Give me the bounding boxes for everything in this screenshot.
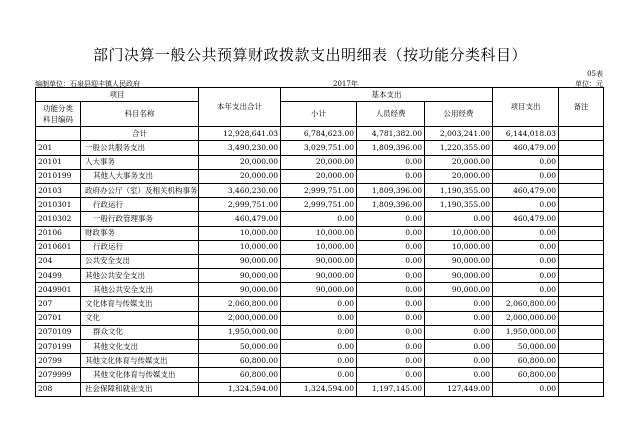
table-row	[36, 254, 604, 268]
cell-remark	[559, 240, 604, 254]
cell-personnel: 0.00	[357, 254, 425, 268]
cell-remark	[559, 283, 604, 297]
header-name: 科目名称	[81, 102, 199, 127]
cell-total: 2,000,000.00	[199, 311, 281, 325]
cell-public: 10,000.00	[425, 240, 493, 254]
cell-personnel: 1,809,396.00	[357, 198, 425, 212]
form-number: 05表	[587, 70, 603, 78]
cell-remark	[559, 354, 604, 368]
cell-project: 0.00	[493, 169, 559, 183]
cell-public: 2,003,241.00	[425, 127, 493, 141]
cell-subtotal: 0.00	[281, 340, 357, 354]
cell-name: 其他人大事务支出	[81, 169, 199, 183]
cell-personnel: 0.00	[357, 340, 425, 354]
cell-personnel: 0.00	[357, 325, 425, 339]
cell-public: 0.00	[425, 212, 493, 226]
table-row	[36, 240, 604, 254]
cell-public: 0.00	[425, 325, 493, 339]
cell-total: 12,928,641.03	[199, 127, 281, 141]
table-row	[36, 155, 604, 169]
cell-remark	[559, 254, 604, 268]
cell-subtotal: 90,000.00	[281, 254, 357, 268]
cell-subtotal: 90,000.00	[281, 269, 357, 283]
cell-personnel: 0.00	[357, 240, 425, 254]
cell-project: 0.00	[493, 198, 559, 212]
cell-total: 2,060,800.00	[199, 297, 281, 311]
cell-name: 文化	[81, 311, 199, 325]
table-row	[36, 354, 604, 368]
cell-personnel: 0.00	[357, 283, 425, 297]
cell-project: 460,479.00	[493, 141, 559, 155]
cell-public: 20,000.00	[425, 169, 493, 183]
cell-personnel: 4,781,382.00	[357, 127, 425, 141]
cell-personnel: 0.00	[357, 311, 425, 325]
cell-public: 0.00	[425, 311, 493, 325]
cell-project: 0.00	[493, 240, 559, 254]
cell-remark	[559, 340, 604, 354]
table-row	[36, 340, 604, 354]
cell-total: 3,460,230.00	[199, 183, 281, 197]
cell-name: 其他文化支出	[81, 340, 199, 354]
cell-personnel: 1,197,145.00	[357, 382, 425, 396]
cell-remark	[559, 325, 604, 339]
cell-personnel: 0.00	[357, 155, 425, 169]
header-basic: 基本支出	[281, 88, 493, 102]
cell-code: 201	[36, 141, 81, 155]
table-row	[36, 368, 604, 382]
cell-project: 2,060,800.00	[493, 297, 559, 311]
cell-remark	[559, 269, 604, 283]
cell-subtotal: 10,000.00	[281, 240, 357, 254]
cell-code: 2010302	[36, 212, 81, 226]
cell-remark	[559, 226, 604, 240]
cell-total: 460,479.00	[199, 212, 281, 226]
table-row	[36, 382, 604, 396]
cell-public: 90,000.00	[425, 254, 493, 268]
cell-name: 政府办公厅（室）及相关机构事务	[81, 183, 199, 197]
cell-remark	[559, 382, 604, 396]
cell-subtotal: 0.00	[281, 297, 357, 311]
header-code: 功能分类 科目编码	[36, 102, 81, 127]
cell-code: 20106	[36, 226, 81, 240]
cell-name: 行政运行	[81, 198, 199, 212]
cell-subtotal: 0.00	[281, 325, 357, 339]
cell-remark	[559, 297, 604, 311]
cell-code: 2070109	[36, 325, 81, 339]
cell-subtotal: 10,000.00	[281, 226, 357, 240]
organization-unit: 编制单位：石泉县迎丰镇人民政府	[35, 80, 140, 88]
cell-total: 10,000.00	[199, 226, 281, 240]
cell-name: 财政事务	[81, 226, 199, 240]
cell-code: 20799	[36, 354, 81, 368]
cell-subtotal: 3,029,751.00	[281, 141, 357, 155]
cell-name: 一般行政管理事务	[81, 212, 199, 226]
fiscal-year: 2017年	[333, 80, 358, 88]
cell-project: 60,800.00	[493, 354, 559, 368]
cell-project: 460,479.00	[493, 212, 559, 226]
cell-remark	[559, 155, 604, 169]
cell-project: 2,000,000.00	[493, 311, 559, 325]
cell-name: 合计	[81, 127, 199, 141]
cell-personnel: 1,809,396.00	[357, 141, 425, 155]
table-row	[36, 283, 604, 297]
cell-project: 0.00	[493, 254, 559, 268]
cell-public: 0.00	[425, 340, 493, 354]
cell-code: 208	[36, 382, 81, 396]
cell-name: 其他文化体育与传媒支出	[81, 368, 199, 382]
cell-personnel: 0.00	[357, 269, 425, 283]
cell-code: 2010301	[36, 198, 81, 212]
cell-project: 6,144,018.03	[493, 127, 559, 141]
cell-name: 行政运行	[81, 240, 199, 254]
cell-code: 2049901	[36, 283, 81, 297]
table-row	[36, 325, 604, 339]
cell-public: 127,449.00	[425, 382, 493, 396]
cell-code: 207	[36, 297, 81, 311]
expenditure-table	[35, 87, 604, 397]
cell-code: 20101	[36, 155, 81, 169]
cell-subtotal: 1,324,594.00	[281, 382, 357, 396]
cell-project: 1,950,000.00	[493, 325, 559, 339]
cell-project: 0.00	[493, 382, 559, 396]
cell-total: 50,000.00	[199, 340, 281, 354]
table-row	[36, 169, 604, 183]
cell-public: 1,220,355.00	[425, 141, 493, 155]
cell-personnel: 0.00	[357, 226, 425, 240]
table-row	[36, 183, 604, 197]
cell-name: 其他公共安全支出	[81, 283, 199, 297]
cell-total: 1,324,594.00	[199, 382, 281, 396]
cell-public: 10,000.00	[425, 226, 493, 240]
header-subtotal: 小计	[281, 102, 357, 127]
cell-remark	[559, 311, 604, 325]
cell-code: 2079999	[36, 368, 81, 382]
cell-subtotal: 20,000.00	[281, 155, 357, 169]
cell-remark	[559, 212, 604, 226]
cell-subtotal: 2,999,751.00	[281, 183, 357, 197]
cell-subtotal: 2,999,751.00	[281, 198, 357, 212]
header-project: 项目	[36, 88, 199, 102]
cell-name: 社会保障和就业支出	[81, 382, 199, 396]
cell-code	[36, 127, 81, 141]
cell-name: 文化体育与传媒支出	[81, 297, 199, 311]
header-project-expenditure: 项目支出	[493, 88, 559, 127]
cell-project: 460,479.00	[493, 183, 559, 197]
cell-total: 90,000.00	[199, 283, 281, 297]
cell-project: 0.00	[493, 283, 559, 297]
cell-remark	[559, 169, 604, 183]
cell-name: 一般公共服务支出	[81, 141, 199, 155]
cell-name: 群众文化	[81, 325, 199, 339]
cell-personnel: 1,809,396.00	[357, 183, 425, 197]
cell-remark	[559, 141, 604, 155]
cell-public: 90,000.00	[425, 283, 493, 297]
cell-total: 90,000.00	[199, 269, 281, 283]
table-row	[36, 226, 604, 240]
cell-personnel: 0.00	[357, 368, 425, 382]
cell-subtotal: 0.00	[281, 354, 357, 368]
table-row	[36, 297, 604, 311]
cell-project: 60,800.00	[493, 368, 559, 382]
cell-personnel: 0.00	[357, 169, 425, 183]
cell-public: 0.00	[425, 297, 493, 311]
cell-remark	[559, 127, 604, 141]
cell-remark	[559, 198, 604, 212]
page-title: 部门决算一般公共预算财政拨款支出明细表（按功能分类科目）	[92, 46, 527, 64]
cell-subtotal: 0.00	[281, 311, 357, 325]
header-personnel: 人员经费	[357, 102, 425, 127]
cell-code: 2010601	[36, 240, 81, 254]
cell-project: 50,000.00	[493, 340, 559, 354]
cell-name: 公共安全支出	[81, 254, 199, 268]
table-row	[36, 311, 604, 325]
cell-code: 2010199	[36, 169, 81, 183]
table-row	[36, 127, 604, 141]
cell-subtotal: 6,784,623.00	[281, 127, 357, 141]
cell-total: 1,950,000.00	[199, 325, 281, 339]
cell-public: 0.00	[425, 354, 493, 368]
cell-project: 0.00	[493, 155, 559, 169]
cell-total: 20,000.00	[199, 155, 281, 169]
cell-code: 20701	[36, 311, 81, 325]
money-unit: 单位：元	[575, 80, 603, 88]
cell-personnel: 0.00	[357, 212, 425, 226]
cell-personnel: 0.00	[357, 297, 425, 311]
cell-total: 60,800.00	[199, 368, 281, 382]
cell-total: 10,000.00	[199, 240, 281, 254]
cell-total: 2,999,751.00	[199, 198, 281, 212]
cell-public: 1,190,355.00	[425, 198, 493, 212]
cell-public: 1,190,355.00	[425, 183, 493, 197]
cell-name: 人大事务	[81, 155, 199, 169]
cell-public: 90,000.00	[425, 269, 493, 283]
cell-personnel: 0.00	[357, 354, 425, 368]
cell-remark	[559, 183, 604, 197]
cell-subtotal: 0.00	[281, 368, 357, 382]
cell-remark	[559, 368, 604, 382]
cell-public: 20,000.00	[425, 155, 493, 169]
table-row	[36, 212, 604, 226]
cell-subtotal: 90,000.00	[281, 283, 357, 297]
cell-name: 其他文化体育与传媒支出	[81, 354, 199, 368]
cell-code: 2070199	[36, 340, 81, 354]
table-row	[36, 141, 604, 155]
header-remark: 备注	[559, 88, 604, 127]
cell-project: 0.00	[493, 269, 559, 283]
cell-total: 90,000.00	[199, 254, 281, 268]
header-public: 公用经费	[425, 102, 493, 127]
cell-code: 20103	[36, 183, 81, 197]
cell-subtotal: 0.00	[281, 212, 357, 226]
header-total: 本年支出合计	[199, 88, 281, 127]
cell-total: 20,000.00	[199, 169, 281, 183]
table-body	[36, 127, 604, 397]
cell-public: 0.00	[425, 368, 493, 382]
table-row	[36, 198, 604, 212]
cell-name: 其他公共安全支出	[81, 269, 199, 283]
cell-total: 3,490,230.00	[199, 141, 281, 155]
cell-project: 0.00	[493, 226, 559, 240]
cell-subtotal: 20,000.00	[281, 169, 357, 183]
table-row	[36, 269, 604, 283]
cell-code: 20499	[36, 269, 81, 283]
cell-code: 204	[36, 254, 81, 268]
cell-total: 60,800.00	[199, 354, 281, 368]
